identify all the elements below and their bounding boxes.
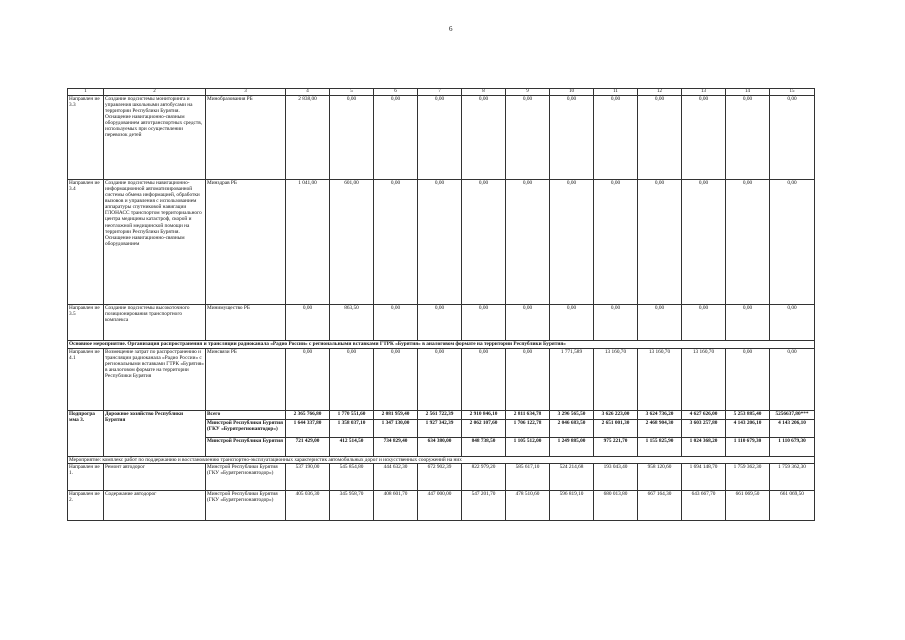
row-exec: Минстрой Республики Бурятия (ГКУ «Бурятрегионавтодор») <box>206 420 286 438</box>
cell: 0,00 <box>550 305 594 341</box>
cell: 0,00 <box>286 349 330 411</box>
cell: 2 561 722,39 <box>418 411 462 420</box>
cell: 0,00 <box>726 96 770 180</box>
row-name: Содержание автодорог <box>104 491 206 521</box>
cell: 1 759 362,30 <box>726 464 770 491</box>
cell: 447 000,00 <box>418 491 462 521</box>
row-dir: Направлен ие 1. <box>68 464 104 491</box>
cell: 2 910 846,10 <box>462 411 506 420</box>
cell: 1 155 825,90 <box>638 438 682 457</box>
cell: 0,00 <box>330 349 374 411</box>
row-exec: Минстрой Республики Бурятия (ГКУ «Бурятрегионавтодор») <box>206 491 286 521</box>
header-cell: 4 <box>286 89 330 96</box>
cell: 0,00 <box>770 305 815 341</box>
cell: 0,00 <box>550 96 594 180</box>
cell: 863,50 <box>330 305 374 341</box>
page-number: 6 <box>449 25 453 33</box>
cell: 721 429,00 <box>286 438 330 457</box>
cell: 0,00 <box>418 96 462 180</box>
row-name: Возмещение затрат по распространению и трансляции радиоканала «Радио России» с региональными вставками ГТРК «Бурятия» в аналоговом формате на территории Республики Бурятия <box>104 349 206 411</box>
cell: 405 036,30 <box>286 491 330 521</box>
row-name: Создание подсистемы высокоточного позиционирования транспортного комплекса <box>104 305 206 341</box>
header-cell: 10 <box>550 89 594 96</box>
cell: 0,00 <box>682 180 726 305</box>
cell: 643 667,70 <box>682 491 726 521</box>
cell: 1 249 885,00 <box>550 438 594 457</box>
header-cell: 15 <box>770 89 815 96</box>
cell: 661 069,50 <box>726 491 770 521</box>
cell: 0,00 <box>418 305 462 341</box>
cell: 193 043,40 <box>594 464 638 491</box>
cell: 734 829,40 <box>374 438 418 457</box>
cell: 545 854,80 <box>330 464 374 491</box>
cell: 0,00 <box>638 180 682 305</box>
cell: 0,00 <box>770 96 815 180</box>
cell: 634 380,00 <box>418 438 462 457</box>
header-cell: 6 <box>374 89 418 96</box>
cell: 4 143 206,10 <box>770 420 815 438</box>
header-cell: 1 <box>68 89 104 96</box>
cell: 1 024 368,20 <box>682 438 726 457</box>
cell: 1 706 122,78 <box>506 420 550 438</box>
table-row <box>68 305 815 341</box>
cell: 0,00 <box>506 349 550 411</box>
cell: 0,00 <box>726 180 770 305</box>
cell: 408 601,70 <box>374 491 418 521</box>
row-exec: Минимущество РБ <box>206 305 286 341</box>
cell: 0,00 <box>506 305 550 341</box>
cell: 585 617,10 <box>506 464 550 491</box>
row-exec: Минсвязи РБ <box>206 349 286 411</box>
cell: 3 603 257,80 <box>682 420 726 438</box>
cell: 672 902,39 <box>418 464 462 491</box>
cell: 0,00 <box>374 349 418 411</box>
cell: 2 081 959,40 <box>374 411 418 420</box>
table-row <box>68 411 815 420</box>
cell: 537 190,00 <box>286 464 330 491</box>
cell: 1 694 148,70 <box>682 464 726 491</box>
cell: 1 041,00 <box>286 180 330 305</box>
cell: 5 253 885,40 <box>726 411 770 420</box>
cell: 1 759 362,30 <box>770 464 815 491</box>
cell: 345 958,70 <box>330 491 374 521</box>
row-dir: Направлен ие 2. <box>68 491 104 521</box>
header-cell: 12 <box>638 89 682 96</box>
cell: 5256637,80*** <box>770 411 815 420</box>
cell: 661 069,50 <box>770 491 815 521</box>
row-exec: Всего <box>206 411 286 420</box>
cell: 0,00 <box>374 180 418 305</box>
cell: 0,00 <box>462 96 506 180</box>
cell: 2 468 904,30 <box>638 420 682 438</box>
header-cell: 8 <box>462 89 506 96</box>
cell: 848 738,50 <box>462 438 506 457</box>
cell: 0,00 <box>682 305 726 341</box>
cell: 0,00 <box>462 349 506 411</box>
cell: 0,00 <box>330 96 374 180</box>
cell: 2 062 107,60 <box>462 420 506 438</box>
cell: 0,00 <box>638 96 682 180</box>
cell: 13 160,70 <box>638 349 682 411</box>
cell: 0,00 <box>374 305 418 341</box>
cell: 13 160,70 <box>594 349 638 411</box>
cell: 0,00 <box>506 96 550 180</box>
header-cell: 3 <box>206 89 286 96</box>
row-name: Ремонт автодорог <box>104 464 206 491</box>
row-dir: Направлен ие 3.4 <box>68 180 104 305</box>
cell: 0,00 <box>682 96 726 180</box>
row-exec: Минстрой Республики Бурятия <box>206 438 286 457</box>
cell: 3 296 565,50 <box>550 411 594 420</box>
cell: 444 632,30 <box>374 464 418 491</box>
budget-table <box>67 88 815 521</box>
cell: 0,00 <box>286 305 330 341</box>
cell: 1 771,589 <box>550 349 594 411</box>
cell: 1 347 130,00 <box>374 420 418 438</box>
row-dir: Подпрогра мма 3. <box>68 411 104 457</box>
row-exec: Минстрой Республики Бурятия (ГКУ «Бурятрегионавтодор») <box>206 464 286 491</box>
row-name: Создание подсистемы навигационно-информационной автоматизированной системы обмена информацией, обработки вызовов и управления с использованием аппаратуры спутниковой навигации ГЛОНАСС транспортом территориального центра медицины катастроф, скорой и неотложной медицинской помощи на территории Республики Бурятия. Оснащение навигационно-связным оборудованием <box>104 180 206 305</box>
cell: 0,00 <box>594 180 638 305</box>
cell: 0,00 <box>462 180 506 305</box>
header-cell: 7 <box>418 89 462 96</box>
cell: 0,00 <box>462 305 506 341</box>
table-row <box>68 180 815 305</box>
cell: 547 201,70 <box>462 491 506 521</box>
cell: 0,00 <box>638 305 682 341</box>
cell: 0,00 <box>770 180 815 305</box>
cell: 4 627 626,00 <box>682 411 726 420</box>
cell: 2 046 683,50 <box>550 420 594 438</box>
row-name: Создание подсистемы мониторинга и управления школьными автобусами на территории Республики Бурятия. Оснащение навигационно-связным оборудованием автотранспортных средств, используемых при осуществлении перевозок детей <box>104 96 206 180</box>
cell: 524 214,68 <box>550 464 594 491</box>
cell: 601,00 <box>330 180 374 305</box>
cell: 596 819,10 <box>550 491 594 521</box>
cell: 958 120,60 <box>638 464 682 491</box>
section-title: Основное мероприятие. Организация распространения и трансляции радиоканала «Радио России» с региональными вставками ГТРК «Бурятия» в аналоговом формате на территории Республики Бурятия» <box>68 341 815 349</box>
row-dir: Направлен ие 3.3 <box>68 96 104 180</box>
cell: 3 626 223,00 <box>594 411 638 420</box>
table-row <box>68 464 815 491</box>
header-row <box>68 89 815 96</box>
table-row <box>68 96 815 180</box>
cell: 0,00 <box>594 96 638 180</box>
row-dir: Направлен ие 3.5 <box>68 305 104 341</box>
header-cell: 2 <box>104 89 206 96</box>
section-title: Мероприятие: комплекс работ по поддержанию и восстановлению транспортно-эксплуатационных характеристик автомобильных дорог и искусственных сооружений на них <box>68 457 815 464</box>
cell: 0,00 <box>418 349 462 411</box>
cell: 667 164,30 <box>638 491 682 521</box>
header-cell: 14 <box>726 89 770 96</box>
cell: 0,00 <box>594 305 638 341</box>
cell: 412 514,50 <box>330 438 374 457</box>
row-dir: Направлен ие 4.1 <box>68 349 104 411</box>
cell: 478 510,60 <box>506 491 550 521</box>
cell: 4 143 206,10 <box>726 420 770 438</box>
row-exec: Минздрав РБ <box>206 180 286 305</box>
table-row <box>68 349 815 411</box>
cell: 822 979,20 <box>462 464 506 491</box>
cell: 1 358 037,10 <box>330 420 374 438</box>
cell: 1 927 342,39 <box>418 420 462 438</box>
cell: 13 160,70 <box>682 349 726 411</box>
cell: 0,00 <box>374 96 418 180</box>
cell: 3 624 736,20 <box>638 411 682 420</box>
cell: 0,00 <box>770 349 815 411</box>
header-cell: 11 <box>594 89 638 96</box>
cell: 0,00 <box>726 349 770 411</box>
cell: 0,00 <box>506 180 550 305</box>
cell: 1 110 679,30 <box>726 438 770 457</box>
cell: 2 651 001,30 <box>594 420 638 438</box>
row-exec: Минобразования РБ <box>206 96 286 180</box>
header-cell: 9 <box>506 89 550 96</box>
cell: 1 105 512,00 <box>506 438 550 457</box>
table-row <box>68 491 815 521</box>
cell: 0,00 <box>726 305 770 341</box>
cell: 0,00 <box>418 180 462 305</box>
cell: 975 221,70 <box>594 438 638 457</box>
cell: 680 013,80 <box>594 491 638 521</box>
cell: 2 838,00 <box>286 96 330 180</box>
cell: 1 110 679,30 <box>770 438 815 457</box>
cell: 2 811 634,78 <box>506 411 550 420</box>
cell: 2 365 766,80 <box>286 411 330 420</box>
header-cell: 13 <box>682 89 726 96</box>
cell: 1 644 337,80 <box>286 420 330 438</box>
row-name: Дорожное хозяйство Республики Бурятия <box>104 411 206 457</box>
cell: 1 770 551,60 <box>330 411 374 420</box>
header-cell: 5 <box>330 89 374 96</box>
cell: 0,00 <box>550 180 594 305</box>
